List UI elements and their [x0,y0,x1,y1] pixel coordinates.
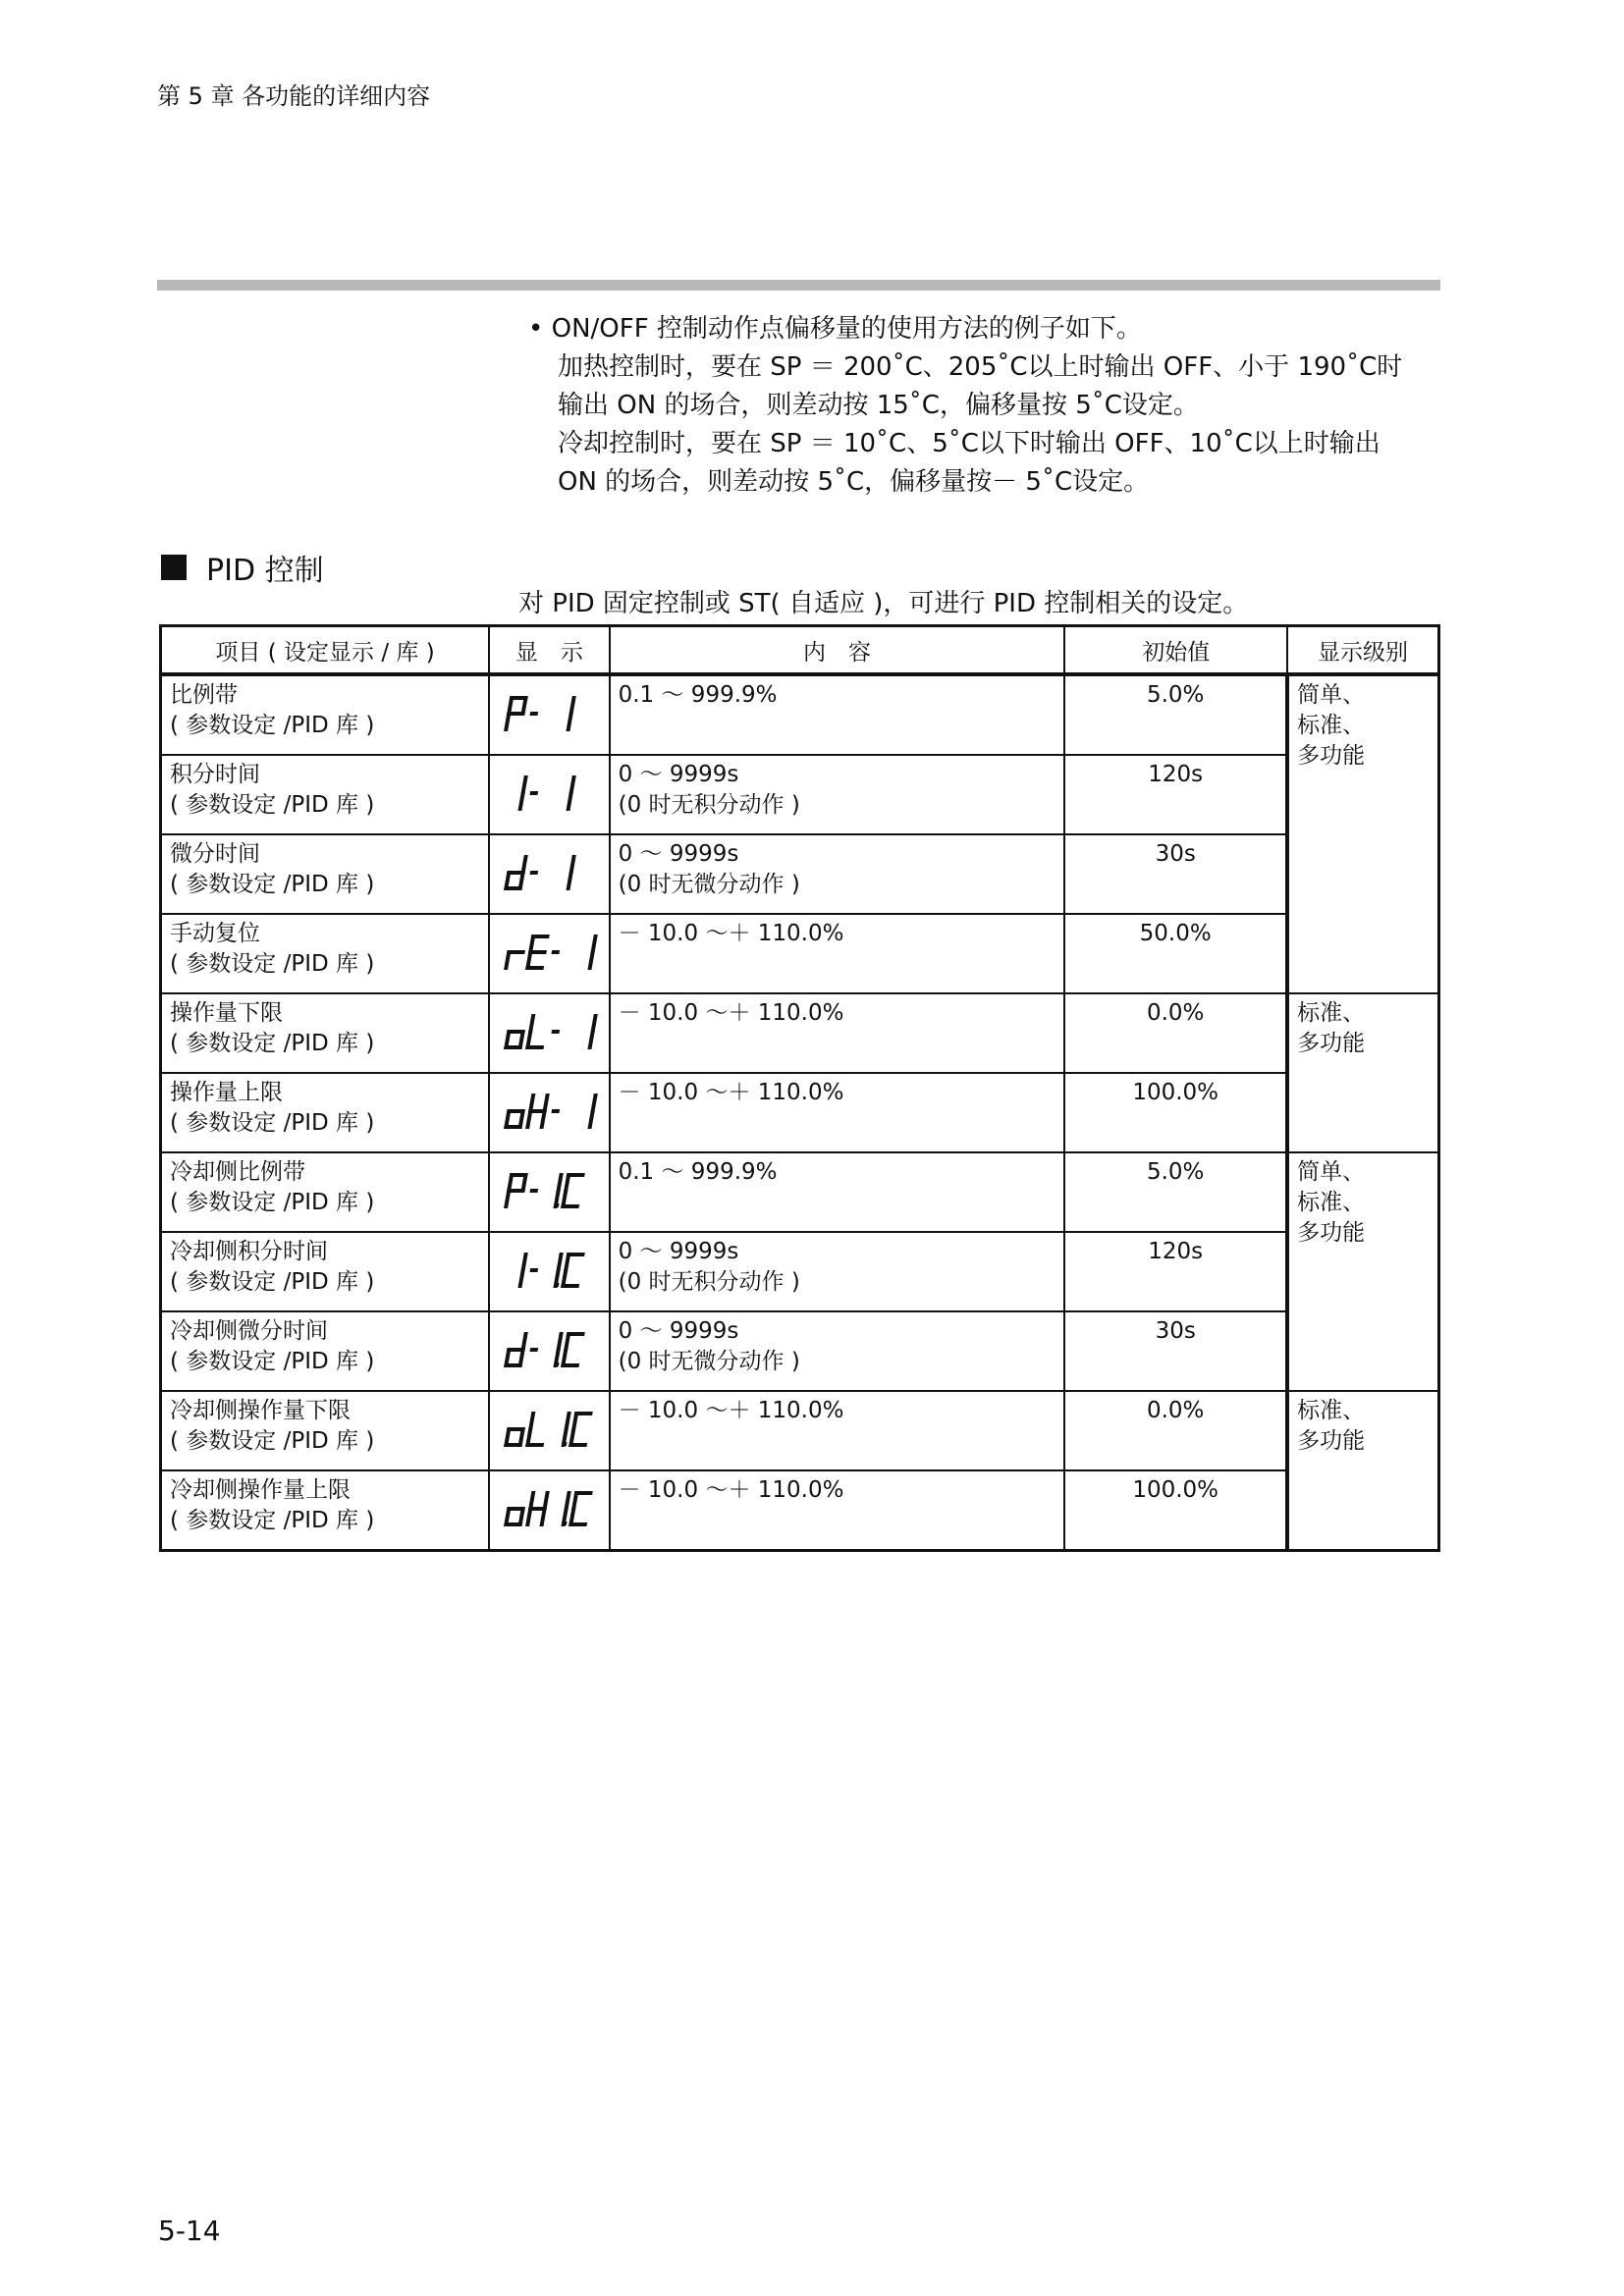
segment-stroke [528,1430,531,1445]
item-setting-bank: ( 参数设定 /PID 库 ) [170,951,375,977]
bullet-line: ON 的场合，则差动按 5˚C，偏移量按－ 5˚C设定。 [558,467,1150,497]
page-number: 5-14 [158,2215,221,2247]
segment-display-code [498,1412,606,1451]
content-range: － 10.0 ～＋ 110.0% [618,1477,844,1503]
item-name: 操作量下限 [170,1000,283,1026]
item-cell [161,1311,490,1391]
display-level: 多功能 [1297,1428,1366,1454]
segment-stroke [567,1334,569,1349]
display-cell [489,674,610,755]
initial-value-cell: 5.0% [1064,1152,1287,1232]
segment-stroke [567,1493,569,1508]
item-name: 冷却侧操作量下限 [170,1398,351,1423]
display-level: 标准、 [1297,713,1366,738]
segment-stroke [564,1192,567,1206]
table-row [161,1311,1439,1391]
bullet-line: 加热控制时，要在 SP ＝ 200˚C、205˚C以上时输出 OFF、小于 190˚C时 [558,352,1403,382]
content-note: (0 时无微分动作 ) [618,1349,800,1374]
pid-parameter-table [159,624,1440,1552]
segment-stroke [531,936,534,951]
segment-stroke [507,1430,510,1445]
segment-stroke [590,1112,593,1127]
segment-dot [555,1203,560,1207]
display-cell [489,993,610,1073]
segment-stroke [520,794,523,809]
display-cell [489,1311,610,1391]
header-content: 内 容 [610,626,1065,675]
initial-value-cell: 5.0% [1064,674,1287,755]
segment-display-code [498,1491,606,1530]
item-setting-bank: ( 参数设定 /PID 库 ) [170,713,375,738]
onoff-offset-example [528,310,1441,502]
item-name: 比例带 [170,682,238,708]
display-cell [489,1391,610,1470]
item-cell [161,674,490,755]
segment-stroke [507,1351,510,1365]
initial-value-cell: 0.0% [1064,993,1287,1073]
segment-display-code [498,1253,606,1292]
segment-stroke [520,1033,523,1047]
segment-stroke [523,1175,526,1190]
segment-stroke [523,698,526,713]
item-cell [161,834,490,914]
segment-stroke [545,1095,548,1110]
display-cell [489,834,610,914]
content-cell [610,1470,1065,1551]
display-level: 标准、 [1297,1000,1366,1026]
section-title: PID 控制 [206,554,324,588]
item-name: 冷却侧微分时间 [170,1318,328,1344]
item-setting-bank: ( 参数设定 /PID 库 ) [170,872,375,897]
segment-stroke [590,953,593,968]
item-cell [161,993,490,1073]
segment-stroke [507,1112,510,1127]
content-note: (0 时无积分动作 ) [618,792,800,818]
segment-stroke [528,1510,531,1524]
item-setting-bank: ( 参数设定 /PID 库 ) [170,1190,375,1215]
segment-stroke [528,1033,531,1047]
display-level: 简单、 [1297,1159,1366,1185]
bullet-line: • ON/OFF 控制动作点偏移量的使用方法的例子如下。 [528,314,1142,344]
header-level: 显示级别 [1287,626,1438,675]
item-name: 冷却侧操作量上限 [170,1477,351,1503]
item-setting-bank: ( 参数设定 /PID 库 ) [170,1349,375,1374]
content-cell [610,1311,1065,1391]
item-cell [161,755,490,834]
segment-stroke [542,1510,545,1524]
item-setting-bank: ( 参数设定 /PID 库 ) [170,1269,375,1295]
table-row [161,834,1439,914]
segment-stroke [545,1493,548,1508]
item-cell [161,1152,490,1232]
table-row [161,1073,1439,1152]
segment-stroke [523,1334,526,1349]
initial-value-cell: 30s [1064,1311,1287,1391]
segment-stroke [568,794,571,809]
segment-stroke [520,1430,523,1445]
item-name: 冷却侧积分时间 [170,1239,328,1264]
content-cell [610,674,1065,755]
segment-stroke [531,1095,534,1110]
segment-display-code [498,934,606,974]
table-row [161,1391,1439,1470]
segment-stroke [590,1033,593,1047]
segment-stroke [507,953,510,968]
content-note: (0 时无积分动作 ) [618,1269,800,1295]
display-level-cell [1287,674,1438,993]
segment-stroke [571,777,574,792]
segment-stroke [520,1351,523,1365]
item-name: 积分时间 [170,762,260,787]
table-row [161,993,1439,1073]
initial-value-cell: 120s [1064,1232,1287,1311]
segment-stroke [520,874,523,888]
segment-stroke [559,1255,562,1269]
segment-stroke [567,1255,569,1269]
display-level: 标准、 [1297,1398,1366,1423]
section-intro: 对 PID 固定控制或 ST( 自适应 )，可进行 PID 控制相关的设定。 [518,589,1249,618]
segment-display-code [498,1014,606,1053]
segment-stroke [571,1430,574,1445]
segment-stroke [523,857,526,872]
segment-dot [563,1522,568,1525]
segment-display-code [498,1094,606,1133]
segment-stroke [559,1334,562,1349]
segment-stroke [593,936,596,951]
segment-display-code [498,1173,606,1212]
content-range: 0 ～ 9999s [618,762,739,787]
header-display: 显 示 [489,626,610,675]
content-range: － 10.0 ～＋ 110.0% [618,1080,844,1105]
display-level: 简单、 [1297,682,1366,708]
segment-stroke [593,1095,596,1110]
item-cell [161,914,490,993]
item-setting-bank: ( 参数设定 /PID 库 ) [170,1508,375,1533]
chapter-header: 第 5 章 各功能的详细内容 [157,82,431,110]
segment-stroke [507,1192,510,1206]
table-row [161,1152,1439,1232]
item-cell [161,1470,490,1551]
segment-stroke [571,857,574,872]
item-setting-bank: ( 参数设定 /PID 库 ) [170,1031,375,1056]
segment-display-code [498,1332,606,1371]
segment-stroke [571,1510,574,1524]
segment-stroke [523,777,526,792]
initial-value-cell: 100.0% [1064,1073,1287,1152]
item-setting-bank: ( 参数设定 /PID 库 ) [170,1428,375,1454]
display-cell [489,1470,610,1551]
segment-stroke [564,1271,567,1286]
segment-dot [555,1362,560,1366]
segment-stroke [559,1175,562,1190]
content-cell [610,993,1065,1073]
segment-dot [555,1283,560,1287]
segment-stroke [567,1175,569,1190]
segment-stroke [520,1112,523,1127]
segment-stroke [507,715,510,729]
initial-value-cell: 100.0% [1064,1470,1287,1551]
header-divider [157,280,1440,291]
item-name: 微分时间 [170,841,260,867]
segment-stroke [571,698,574,713]
table-row [161,1470,1439,1551]
segment-stroke [528,953,531,968]
initial-value-cell: 0.0% [1064,1391,1287,1470]
item-cell [161,1391,490,1470]
item-cell [161,1232,490,1311]
segment-stroke [593,1016,596,1031]
segment-display-code [498,855,606,894]
content-range: 0.1 ～ 999.9% [618,682,778,708]
segment-stroke [507,874,510,888]
display-level-cell [1287,1152,1438,1391]
bullet-line: 冷却控制时，要在 SP ＝ 10˚C、5˚C以下时输出 OFF、10˚C以上时输出 [558,429,1380,458]
content-range: 0 ～ 9999s [618,841,739,867]
display-level-cell [1287,1391,1438,1551]
display-level: 标准、 [1297,1190,1366,1215]
segment-stroke [574,1493,577,1508]
segment-stroke [568,715,571,729]
content-cell [610,834,1065,914]
table-header-row [161,626,1439,675]
content-range: 0.1 ～ 999.9% [618,1159,778,1185]
segment-stroke [542,1112,545,1127]
section-heading [161,546,324,589]
segment-stroke [568,874,571,888]
initial-value-cell: 50.0% [1064,914,1287,993]
display-cell [489,914,610,993]
content-cell [610,755,1065,834]
segment-stroke [564,1351,567,1365]
display-cell [489,755,610,834]
segment-dot [563,1442,568,1446]
header-item: 项目 ( 设定显示 / 库 ) [161,626,490,675]
segment-stroke [531,1016,534,1031]
segment-stroke [510,1175,513,1190]
display-cell [489,1232,610,1311]
table-row [161,674,1439,755]
table-row [161,1232,1439,1311]
item-name: 冷却侧比例带 [170,1159,305,1185]
content-range: 0 ～ 9999s [618,1318,739,1344]
content-range: － 10.0 ～＋ 110.0% [618,1000,844,1026]
content-range: － 10.0 ～＋ 110.0% [618,1398,844,1423]
segment-display-code [498,775,606,815]
initial-value-cell: 30s [1064,834,1287,914]
content-cell [610,914,1065,993]
segment-stroke [507,1033,510,1047]
item-name: 手动复位 [170,921,260,946]
item-setting-bank: ( 参数设定 /PID 库 ) [170,792,375,818]
segment-stroke [523,1255,526,1269]
table-row [161,914,1439,993]
segment-stroke [520,1271,523,1286]
segment-display-code [498,696,606,735]
display-level: 多功能 [1297,743,1366,769]
initial-value-cell: 120s [1064,755,1287,834]
segment-stroke [567,1414,569,1428]
display-level: 多功能 [1297,1031,1366,1056]
table-row [161,755,1439,834]
content-note: (0 时无微分动作 ) [618,872,800,897]
segment-stroke [531,1414,534,1428]
square-bullet-icon [161,555,187,580]
segment-stroke [520,1510,523,1524]
item-name: 操作量上限 [170,1080,283,1105]
segment-stroke [507,1510,510,1524]
display-level: 多功能 [1297,1220,1366,1246]
display-level-cell [1287,993,1438,1152]
segment-stroke [574,1414,577,1428]
segment-stroke [510,698,513,713]
bullet-line: 输出 ON 的场合，则差动按 15˚C，偏移量按 5˚C设定。 [558,391,1199,420]
display-cell [489,1152,610,1232]
item-setting-bank: ( 参数设定 /PID 库 ) [170,1110,375,1136]
header-initial: 初始值 [1064,626,1287,675]
content-cell [610,1391,1065,1470]
content-range: 0 ～ 9999s [618,1239,739,1264]
segment-stroke [531,1493,534,1508]
content-range: － 10.0 ～＋ 110.0% [618,921,844,946]
item-cell [161,1073,490,1152]
display-cell [489,1073,610,1152]
content-cell [610,1232,1065,1311]
segment-stroke [528,1112,531,1127]
content-cell [610,1073,1065,1152]
content-cell [610,1152,1065,1232]
